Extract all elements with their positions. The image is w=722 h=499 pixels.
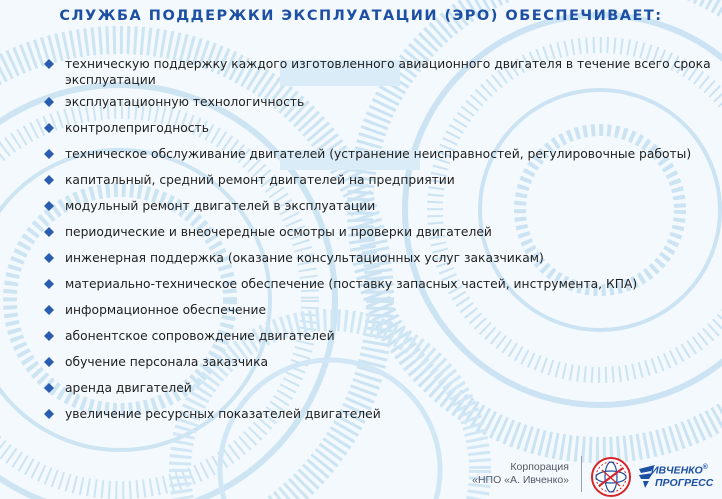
list-item-text: периодические и внеочередные осмотры и проверки двигателей [65, 225, 492, 239]
diamond-bullet-icon [44, 175, 54, 185]
list-item [44, 302, 718, 318]
list-item [44, 406, 718, 422]
brand-name-text: ИВЧЕНКО [651, 464, 703, 477]
list-item-text: капитальный, средний ремонт двигателей на предприятии [65, 173, 455, 187]
registered-mark: ® [702, 464, 708, 471]
corporation-emblem-icon [590, 456, 632, 498]
list-item-text: техническое обслуживание двигателей (устранение неисправностей, регулировочные работы) [65, 147, 692, 161]
list-item-text: абонентское сопровождение двигателей [65, 329, 335, 343]
diamond-bullet-icon [44, 97, 54, 107]
diamond-bullet-icon [44, 409, 54, 419]
list-item [44, 198, 718, 214]
list-item-text: техническую поддержку каждого изготовленного авиационного двигателя в течение всего срока эксплуатации [65, 57, 711, 87]
diamond-bullet-icon [44, 305, 54, 315]
list-item-text: контролепригодность [65, 121, 209, 135]
diamond-bullet-icon [44, 279, 54, 289]
diamond-bullet-icon [44, 357, 54, 367]
list-item-text: аренда двигателей [65, 381, 192, 395]
corporation-caption [450, 461, 569, 487]
brand-name-line1 [651, 464, 708, 477]
list-item-text: обучение персонала заказчика [65, 355, 269, 369]
corporation-name: «НПО «А. Ивченко» [472, 474, 569, 486]
list-item [44, 250, 718, 266]
list-item [44, 172, 718, 188]
footer-divider [581, 456, 582, 492]
list-item [44, 146, 718, 162]
diamond-bullet-icon [44, 149, 54, 159]
diamond-bullet-icon [44, 201, 54, 211]
diamond-bullet-icon [44, 59, 54, 69]
brand-name-line2: ПРОГРЕСС [655, 477, 714, 489]
list-item-text: модульный ремонт двигателей в эксплуатации [65, 199, 376, 213]
list-item-text: увеличение ресурсных показателей двигателей [65, 407, 381, 421]
list-item-text: эксплуатационную технологичность [65, 95, 305, 109]
diamond-bullet-icon [44, 253, 54, 263]
list-item-text: инженерная поддержка (оказание консультационных услуг заказчикам) [65, 251, 544, 265]
list-item [44, 328, 718, 344]
list-item [44, 380, 718, 396]
slide-title: СЛУЖБА ПОДДЕРЖКИ ЭКСПЛУАТАЦИИ (ЭРО) ОБЕСПЕЧИВАЕТ: [59, 8, 663, 24]
corporation-label: Корпорация [510, 461, 569, 473]
brand-logo [637, 464, 721, 494]
diamond-bullet-icon [44, 123, 54, 133]
list-item-text: материально-техническое обеспечение (поставку запасных частей, инструмента, КПА) [65, 277, 638, 291]
list-item [44, 224, 718, 240]
diamond-bullet-icon [44, 383, 54, 393]
list-item [44, 276, 718, 292]
diamond-bullet-icon [44, 331, 54, 341]
list-item [44, 56, 718, 88]
services-list [44, 56, 718, 432]
list-item [44, 354, 718, 370]
diamond-bullet-icon [44, 227, 54, 237]
list-item-text: информационное обеспечение [65, 303, 267, 317]
list-item [44, 94, 718, 110]
list-item [44, 120, 718, 136]
